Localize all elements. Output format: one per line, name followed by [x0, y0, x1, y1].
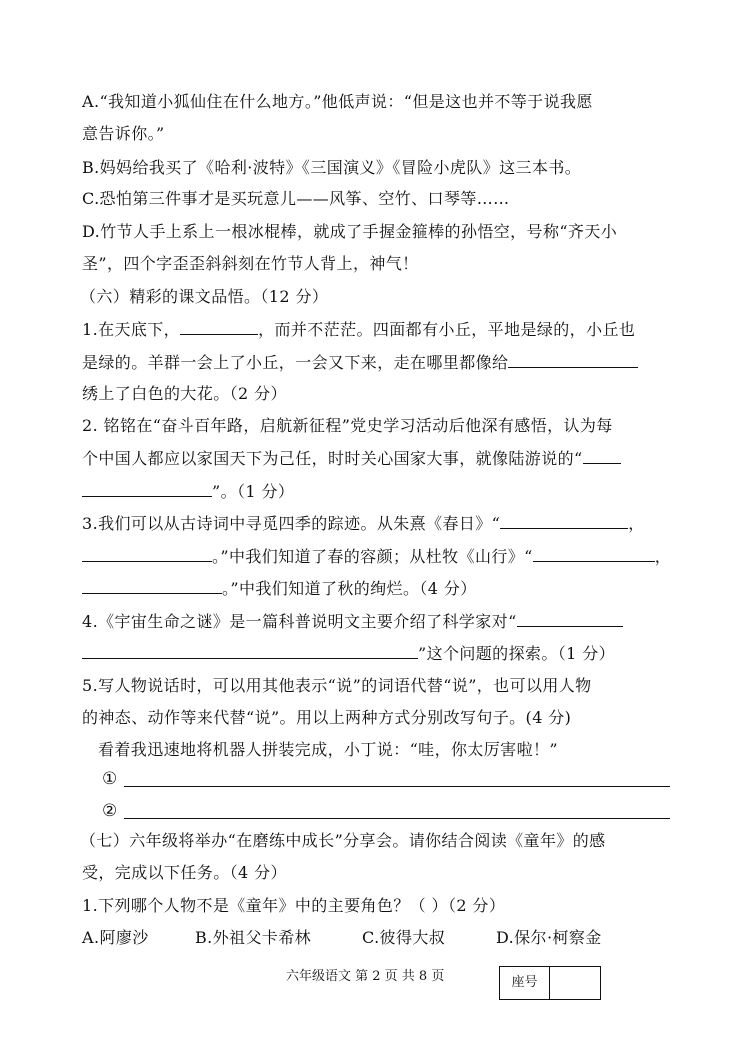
q4-blank1[interactable] [517, 610, 623, 627]
choice-d[interactable]: D.保尔·柯察金 [496, 928, 602, 947]
q2-text-line3: ”。（1 分） [212, 482, 295, 501]
choice-a[interactable]: A.阿廖沙 [82, 928, 149, 947]
q3-blank4[interactable] [82, 577, 222, 594]
option-b: B.妈妈给我买了《哈利·波特》《三国演义》《冒险小虎队》这三本书。 [82, 158, 582, 177]
section7-title-line2: 受，完成以下任务。（4 分） [82, 863, 287, 882]
q2-blank1[interactable] [583, 447, 621, 464]
q3-text-line3: 。”中我们知道了秋的绚烂。（4 分） [222, 579, 477, 598]
section6-title: （六）精彩的课文品悟。（12 分） [80, 287, 329, 306]
choice-b[interactable]: B.外祖父卡希林 [195, 928, 312, 947]
q1-text-part2: ，而并不茫茫。四面都有小丘，平地是绿的，小丘也 [258, 320, 636, 339]
q3-line3 [82, 577, 477, 600]
answer-line-2[interactable] [124, 818, 670, 819]
seat-number-label: 座号 [500, 967, 550, 999]
q3-comma1: ， [628, 514, 645, 533]
q1-text-line2: 是绿的。羊群一会上了小丘，一会又下来，走在哪里都像给 [82, 353, 509, 372]
section7-q1: 1.下列哪个人物不是《童年》中的主要角色？（ ）（2 分） [82, 896, 506, 915]
q3-blank2[interactable] [82, 545, 212, 562]
option-d-line2: 圣”，四个字歪歪斜斜刻在竹节人背上，神气！ [82, 254, 419, 273]
q3-text-line1: 3.我们可以从古诗词中寻觅四季的踪迹。从朱熹《春日》“ [82, 514, 501, 533]
q1-line2 [82, 351, 638, 374]
q3-blank3[interactable] [533, 545, 655, 562]
q4-line2 [82, 642, 615, 665]
q3-blank1[interactable] [500, 512, 628, 529]
q1-text-part1: 1.在天底下， [82, 320, 181, 339]
q1-blank1[interactable] [180, 318, 258, 335]
seat-number-box [499, 966, 601, 1000]
q1-blank2[interactable] [508, 351, 638, 368]
q4-blank2[interactable] [82, 642, 418, 659]
q2-line3 [82, 480, 294, 503]
option-a-line1: A.“我知道小狐仙住在什么地方。”他低声说：“但是这也并不等于说我愿 [82, 92, 593, 111]
q4-text-line2: ”这个问题的探索。（1 分） [418, 644, 616, 663]
q2-text-line2: 个中国人都应以家国天下为己任，时时关心国家大事，就像陆游说的“ [82, 449, 583, 468]
q1-line3: 绣上了白色的大花。（2 分） [82, 384, 287, 403]
q5-line1: 5.写人物说话时，可以用其他表示“说”的词语代替“说”，也可以用人物 [82, 676, 592, 695]
q2-line2 [82, 447, 621, 470]
choice-c[interactable]: C.彼得大叔 [362, 928, 446, 947]
q3-text-line2: 。”中我们知道了春的容颜；从杜牧《山行》“ [212, 547, 533, 566]
q3-line2 [82, 545, 671, 568]
option-a-line2: 意告诉你。” [82, 124, 165, 143]
answer-marker-1: ① [102, 769, 118, 789]
option-c: C.恐怕第三件事才是买玩意儿——风筝、空竹、口琴等…… [82, 189, 510, 208]
section7-title-line1: （七）六年级将举办“在磨练中成长”分享会。请你结合阅读《童年》的感 [80, 831, 606, 850]
q2-line1: 2. 铭铭在“奋斗百年路，启航新征程”党史学习活动后他深有感悟，认为每 [82, 416, 613, 435]
answer-marker-2: ② [102, 801, 118, 821]
q2-blank2[interactable] [82, 480, 212, 497]
q5-sentence: 看着我迅速地将机器人拼装完成，小丁说：“哇，你太厉害啦！” [98, 740, 558, 759]
q1-line1 [82, 318, 635, 341]
q4-text-line1: 4.《宇宙生命之谜》是一篇科普说明文主要介绍了科学家对“ [82, 612, 517, 631]
q3-comma2: ， [654, 547, 672, 566]
option-d-line1: D.竹节人手上系上一根冰棍棒，就成了手握金箍棒的孙悟空，号称“齐天小 [82, 222, 618, 241]
page-footer: 六年级语文 第 2 页 共 8 页 [286, 969, 445, 984]
q3-line1 [82, 512, 645, 535]
q4-line1 [82, 610, 623, 633]
q5-line2: 的神态、动作等来代替“说”。用以上两种方式分别改写句子。(4 分) [82, 708, 572, 727]
answer-line-1[interactable] [124, 786, 670, 787]
